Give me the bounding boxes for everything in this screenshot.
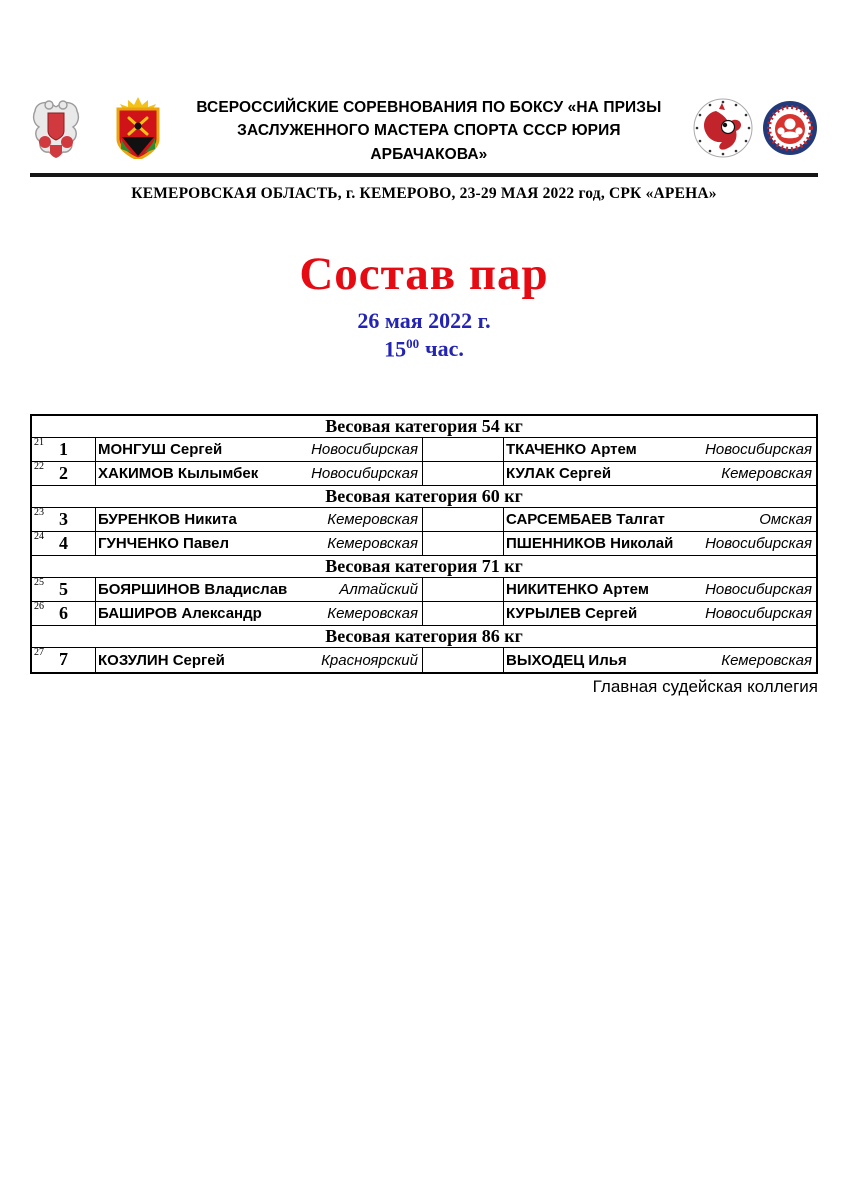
- bout-number-cell: [32, 462, 96, 485]
- weight-category-header: Весовая категория 86 кг: [32, 626, 816, 648]
- ministry-of-sport-logo: [30, 97, 82, 164]
- red-corner-cell: [96, 508, 423, 531]
- red-corner-name: ГУНЧЕНКО Павел: [98, 535, 230, 553]
- sequence-number: 4: [59, 533, 68, 554]
- bout-number: 26: [34, 601, 44, 613]
- competition-title: [166, 96, 692, 166]
- red-corner-region: Красноярский: [321, 651, 418, 669]
- red-corner-region: Алтайский: [339, 581, 418, 599]
- kemerovo-coat-of-arms-logo: [110, 97, 166, 164]
- red-corner-cell: [96, 648, 423, 672]
- event-date: 26 мая 2022 г.: [357, 307, 491, 333]
- bout-number-cell: [32, 602, 96, 625]
- competition-title-line1: ВСЕРОССИЙСКИЕ СОРЕВНОВАНИЯ ПО БОКСУ «НА ПРИЗЫ: [196, 99, 662, 116]
- bout-number: 23: [34, 507, 44, 519]
- venue-line: КЕМЕРОВСКАЯ ОБЛАСТЬ, г. КЕМЕРОВО, 23-29 МАЯ 2022 год, СРК «АРЕНА»: [131, 184, 717, 202]
- table-row: [32, 508, 816, 532]
- boxing-federation-logo: [762, 100, 818, 161]
- red-corner-cell: [96, 462, 423, 485]
- bout-number-cell: [32, 438, 96, 461]
- table-row: [32, 438, 816, 462]
- bout-number: 27: [34, 647, 44, 659]
- red-corner-region: Кемеровская: [327, 605, 418, 623]
- squirrel-tournament-logo: [692, 97, 754, 164]
- table-row: [32, 578, 816, 602]
- blue-corner-cell: [504, 438, 816, 461]
- red-corner-region: Новосибирская: [311, 465, 418, 483]
- weight-category-header: Весовая категория 60 кг: [32, 486, 816, 508]
- blue-corner-cell: [504, 578, 816, 601]
- blue-corner-cell: [504, 602, 816, 625]
- competition-title-line2: ЗАСЛУЖЕННОГО МАСТЕРА СПОРТА СССР ЮРИЯ АРБАЧАКОВА»: [237, 122, 621, 163]
- red-corner-region: Новосибирская: [311, 441, 418, 459]
- pairs-table: [30, 414, 818, 674]
- blue-corner-name: КУЛАК Сергей: [506, 465, 612, 483]
- red-corner-name: БАШИРОВ Александр: [98, 605, 262, 623]
- header-divider: [30, 173, 818, 177]
- blue-corner-region: Омская: [759, 511, 812, 529]
- weight-category-header: Весовая категория 54 кг: [32, 416, 816, 438]
- separator-cell: [423, 648, 504, 672]
- blue-corner-name: ВЫХОДЕЦ Илья: [506, 651, 627, 669]
- bout-number: 21: [34, 437, 44, 449]
- red-corner-cell: [96, 602, 423, 625]
- event-time-minutes: 00: [406, 335, 420, 351]
- bout-number-cell: [32, 508, 96, 531]
- event-time-suffix: час.: [425, 336, 464, 362]
- red-corner-name: ХАКИМОВ Кылымбек: [98, 465, 259, 483]
- red-corner-region: Кемеровская: [327, 511, 418, 529]
- bout-number-cell: [32, 578, 96, 601]
- red-corner-cell: [96, 532, 423, 555]
- blue-corner-name: НИКИТЕНКО Артем: [506, 581, 649, 599]
- blue-corner-name: САРСЕМБАЕВ Талгат: [506, 511, 665, 529]
- separator-cell: [423, 602, 504, 625]
- separator-cell: [423, 508, 504, 531]
- blue-corner-name: ПШЕННИКОВ Николай: [506, 535, 674, 553]
- sequence-number: 3: [59, 509, 68, 530]
- separator-cell: [423, 532, 504, 555]
- red-corner-region: Кемеровская: [327, 535, 418, 553]
- blue-corner-region: Новосибирская: [705, 535, 812, 553]
- blue-corner-cell: [504, 532, 816, 555]
- separator-cell: [423, 438, 504, 461]
- sequence-number: 2: [59, 463, 68, 484]
- separator-cell: [423, 578, 504, 601]
- sequence-number: 7: [59, 649, 68, 670]
- signature-line: Главная судейская коллегия: [592, 677, 818, 697]
- blue-corner-name: ТКАЧЕНКО Артем: [506, 441, 637, 459]
- red-corner-cell: [96, 578, 423, 601]
- bout-number: 22: [34, 461, 44, 473]
- red-corner-name: БОЯРШИНОВ Владислав: [98, 581, 288, 599]
- table-row: [32, 602, 816, 626]
- table-row: [32, 532, 816, 556]
- bout-number: 24: [34, 531, 44, 543]
- table-row: [32, 648, 816, 672]
- header: [30, 96, 818, 166]
- blue-corner-region: Кемеровская: [721, 651, 812, 669]
- event-time-hours: 15: [384, 336, 407, 362]
- bout-number-cell: [32, 648, 96, 672]
- blue-corner-cell: [504, 648, 816, 672]
- blue-corner-region: Новосибирская: [705, 441, 812, 459]
- blue-corner-cell: [504, 508, 816, 531]
- table-row: [32, 462, 816, 486]
- separator-cell: [423, 462, 504, 485]
- sequence-number: 5: [59, 579, 68, 600]
- blue-corner-name: КУРЫЛЕВ Сергей: [506, 605, 638, 623]
- red-corner-cell: [96, 438, 423, 461]
- sequence-number: 1: [59, 439, 68, 460]
- weight-category-header: Весовая категория 71 кг: [32, 556, 816, 578]
- blue-corner-region: Новосибирская: [705, 605, 812, 623]
- bout-number-cell: [32, 532, 96, 555]
- sequence-number: 6: [59, 603, 68, 624]
- blue-corner-region: Кемеровская: [721, 465, 812, 483]
- event-time: [30, 336, 818, 362]
- bout-number: 25: [34, 577, 44, 589]
- red-corner-name: БУРЕНКОВ Никита: [98, 511, 237, 529]
- red-corner-name: МОНГУШ Сергей: [98, 441, 223, 459]
- red-corner-name: КОЗУЛИН Сергей: [98, 651, 225, 669]
- blue-corner-region: Новосибирская: [705, 581, 812, 599]
- page-title: Состав пар: [299, 247, 549, 300]
- blue-corner-cell: [504, 462, 816, 485]
